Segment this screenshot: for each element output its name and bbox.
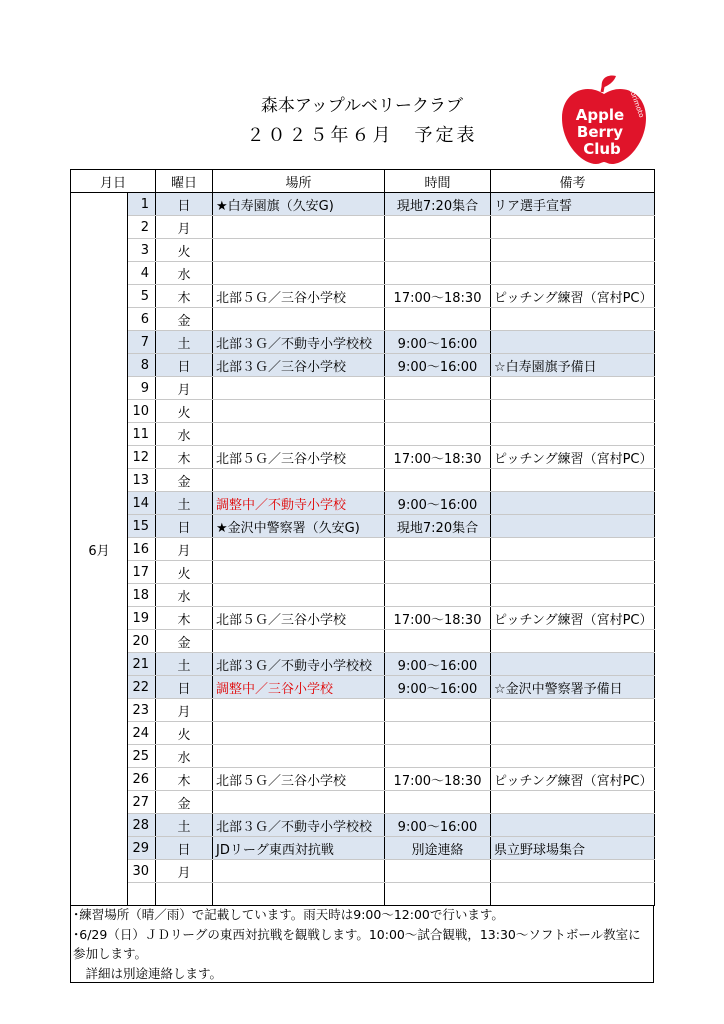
note-cell: ピッチング練習（宮村PC） <box>491 607 655 630</box>
note-cell <box>491 814 655 837</box>
place-cell: 北部５Ｇ／三谷小学校 <box>213 607 385 630</box>
table-row <box>71 423 655 446</box>
header-weekday: 曜日 <box>156 170 213 193</box>
place-cell <box>213 308 385 331</box>
table-row <box>71 285 655 308</box>
logo-line2: Berry <box>576 123 624 141</box>
day-cell: 6 <box>128 308 156 331</box>
place-cell <box>213 584 385 607</box>
day-cell: 20 <box>128 630 156 653</box>
schedule-table <box>70 169 655 906</box>
place-cell <box>213 860 385 883</box>
day-cell: 14 <box>128 492 156 515</box>
table-row <box>71 308 655 331</box>
place-cell <box>213 377 385 400</box>
weekday-cell: 日 <box>156 676 213 699</box>
day-cell: 18 <box>128 584 156 607</box>
note-cell <box>491 722 655 745</box>
note-cell <box>491 883 655 906</box>
table-row <box>71 584 655 607</box>
time-cell <box>385 791 491 814</box>
day-cell: 3 <box>128 239 156 262</box>
time-cell: 別途連絡 <box>385 837 491 860</box>
day-cell: 12 <box>128 446 156 469</box>
weekday-cell: 土 <box>156 331 213 354</box>
table-row <box>71 699 655 722</box>
note-cell: ピッチング練習（宮村PC） <box>491 768 655 791</box>
weekday-cell: 月 <box>156 699 213 722</box>
place-cell <box>213 400 385 423</box>
table-row <box>71 837 655 860</box>
notes-box <box>70 905 654 983</box>
note-cell <box>491 262 655 285</box>
weekday-cell: 月 <box>156 377 213 400</box>
weekday-cell: 水 <box>156 584 213 607</box>
place-cell <box>213 561 385 584</box>
table-row <box>71 193 655 216</box>
note-cell <box>491 745 655 768</box>
header-notes: 備考 <box>491 170 655 193</box>
header-time: 時間 <box>385 170 491 193</box>
table-row <box>71 883 655 906</box>
time-cell: 9:00～16:00 <box>385 492 491 515</box>
time-cell: 9:00～16:00 <box>385 814 491 837</box>
table-row <box>71 377 655 400</box>
time-cell <box>385 469 491 492</box>
table-row <box>71 515 655 538</box>
day-cell: 11 <box>128 423 156 446</box>
day-cell: 17 <box>128 561 156 584</box>
day-cell: 1 <box>128 193 156 216</box>
apple-stem-icon <box>602 82 604 92</box>
weekday-cell: 水 <box>156 262 213 285</box>
note-cell <box>491 630 655 653</box>
day-cell: 27 <box>128 791 156 814</box>
day-cell: 2 <box>128 216 156 239</box>
time-cell <box>385 883 491 906</box>
note-line: ･6/29（日）ＪＤリーグの東西対抗戦を観戦します。10:00～試合観戦，13:30～ソフトボール教室に参加します。 <box>73 926 641 961</box>
day-cell: 21 <box>128 653 156 676</box>
time-cell: 現地7:20集合 <box>385 515 491 538</box>
day-cell <box>128 883 156 906</box>
weekday-cell: 木 <box>156 446 213 469</box>
time-cell <box>385 423 491 446</box>
note-cell <box>491 515 655 538</box>
note-cell: リア選手宣誓 <box>491 193 655 216</box>
weekday-cell: 火 <box>156 400 213 423</box>
note-cell <box>491 860 655 883</box>
note-cell <box>491 308 655 331</box>
time-cell: 17:00～18:30 <box>385 768 491 791</box>
table-row <box>71 239 655 262</box>
place-cell <box>213 699 385 722</box>
weekday-cell: 日 <box>156 837 213 860</box>
day-cell: 28 <box>128 814 156 837</box>
table-row <box>71 354 655 377</box>
day-cell: 29 <box>128 837 156 860</box>
day-cell: 10 <box>128 400 156 423</box>
note-cell <box>491 561 655 584</box>
place-cell <box>213 791 385 814</box>
weekday-cell: 火 <box>156 239 213 262</box>
apple-berry-club-logo <box>556 72 652 168</box>
time-cell: 9:00～16:00 <box>385 331 491 354</box>
weekday-cell: 水 <box>156 423 213 446</box>
note-cell <box>491 538 655 561</box>
schedule-title: ２０２５年６月 予定表 <box>246 125 478 146</box>
logo-line3: Club <box>583 140 621 158</box>
time-cell <box>385 239 491 262</box>
place-cell <box>213 883 385 906</box>
schedule-body <box>71 193 655 906</box>
place-cell: ★金沢中警察署（久安G) <box>213 515 385 538</box>
weekday-cell: 月 <box>156 216 213 239</box>
table-row <box>71 768 655 791</box>
table-row <box>71 331 655 354</box>
place-cell <box>213 469 385 492</box>
note-cell <box>491 492 655 515</box>
time-cell: 現地7:20集合 <box>385 193 491 216</box>
time-cell <box>385 584 491 607</box>
weekday-cell <box>156 883 213 906</box>
table-row <box>71 262 655 285</box>
time-cell <box>385 561 491 584</box>
place-cell: 北部３Ｇ／不動寺小学校校 <box>213 653 385 676</box>
day-cell: 4 <box>128 262 156 285</box>
time-cell: 9:00～16:00 <box>385 354 491 377</box>
table-row <box>71 561 655 584</box>
time-cell: 17:00～18:30 <box>385 607 491 630</box>
weekday-cell: 日 <box>156 515 213 538</box>
note-cell <box>491 699 655 722</box>
place-cell: 北部３Ｇ／不動寺小学校校 <box>213 814 385 837</box>
weekday-cell: 木 <box>156 285 213 308</box>
table-row <box>71 630 655 653</box>
day-cell: 13 <box>128 469 156 492</box>
place-cell: 調整中／三谷小学校 <box>213 676 385 699</box>
weekday-cell: 火 <box>156 722 213 745</box>
note-cell <box>491 423 655 446</box>
table-row <box>71 860 655 883</box>
table-row <box>71 446 655 469</box>
weekday-cell: 金 <box>156 630 213 653</box>
note-cell: 県立野球場集合 <box>491 837 655 860</box>
weekday-cell: 月 <box>156 538 213 561</box>
weekday-cell: 土 <box>156 814 213 837</box>
day-cell: 22 <box>128 676 156 699</box>
time-cell <box>385 400 491 423</box>
note-cell <box>491 377 655 400</box>
header-date: 月日 <box>71 170 156 193</box>
table-row <box>71 607 655 630</box>
time-cell <box>385 377 491 400</box>
place-cell: 調整中／不動寺小学校 <box>213 492 385 515</box>
weekday-cell: 日 <box>156 193 213 216</box>
table-row <box>71 469 655 492</box>
day-cell: 19 <box>128 607 156 630</box>
weekday-cell: 土 <box>156 492 213 515</box>
weekday-cell: 月 <box>156 860 213 883</box>
time-cell <box>385 860 491 883</box>
weekday-cell: 金 <box>156 308 213 331</box>
day-cell: 25 <box>128 745 156 768</box>
place-cell <box>213 538 385 561</box>
table-row <box>71 722 655 745</box>
day-cell: 5 <box>128 285 156 308</box>
day-cell: 16 <box>128 538 156 561</box>
time-cell <box>385 308 491 331</box>
note-cell <box>491 331 655 354</box>
header-place: 場所 <box>213 170 385 193</box>
note-line: 詳細は別途連絡します。 <box>73 965 223 981</box>
logo-line1: Apple <box>575 106 625 124</box>
place-cell: 北部５Ｇ／三谷小学校 <box>213 768 385 791</box>
note-cell <box>491 239 655 262</box>
place-cell <box>213 722 385 745</box>
day-cell: 23 <box>128 699 156 722</box>
day-cell: 8 <box>128 354 156 377</box>
place-cell <box>213 745 385 768</box>
note-cell: ☆金沢中警察署予備日 <box>491 676 655 699</box>
weekday-cell: 木 <box>156 768 213 791</box>
time-cell <box>385 630 491 653</box>
table-row <box>71 676 655 699</box>
table-row <box>71 745 655 768</box>
weekday-cell: 木 <box>156 607 213 630</box>
note-cell <box>491 584 655 607</box>
table-row <box>71 814 655 837</box>
place-cell <box>213 239 385 262</box>
time-cell: 9:00～16:00 <box>385 676 491 699</box>
weekday-cell: 火 <box>156 561 213 584</box>
note-cell <box>491 400 655 423</box>
place-cell: 北部５Ｇ／三谷小学校 <box>213 285 385 308</box>
day-cell: 26 <box>128 768 156 791</box>
day-cell: 7 <box>128 331 156 354</box>
time-cell <box>385 216 491 239</box>
time-cell <box>385 538 491 561</box>
table-row <box>71 791 655 814</box>
place-cell: 北部５Ｇ／三谷小学校 <box>213 446 385 469</box>
place-cell: ★白寿園旗（久安G) <box>213 193 385 216</box>
place-cell: 北部３Ｇ／三谷小学校 <box>213 354 385 377</box>
note-line: ･練習場所（晴／雨）で記載しています。雨天時は9:00～12:00で行います。 <box>73 907 504 922</box>
note-cell <box>491 469 655 492</box>
note-cell <box>491 791 655 814</box>
note-cell: ピッチング練習（宮村PC） <box>491 285 655 308</box>
weekday-cell: 金 <box>156 791 213 814</box>
place-cell: 北部３Ｇ／不動寺小学校校 <box>213 331 385 354</box>
day-cell: 9 <box>128 377 156 400</box>
weekday-cell: 金 <box>156 469 213 492</box>
place-cell <box>213 630 385 653</box>
club-name: 森本アップルベリークラブ <box>260 96 464 116</box>
place-cell <box>213 423 385 446</box>
table-row <box>71 653 655 676</box>
logo-arc-text: morimoto <box>626 83 646 119</box>
table-row <box>71 538 655 561</box>
note-cell <box>491 653 655 676</box>
weekday-cell: 日 <box>156 354 213 377</box>
day-cell: 15 <box>128 515 156 538</box>
time-cell <box>385 745 491 768</box>
place-cell: JDリーグ東西対抗戦 <box>213 837 385 860</box>
place-cell <box>213 216 385 239</box>
note-cell <box>491 216 655 239</box>
weekday-cell: 水 <box>156 745 213 768</box>
place-cell <box>213 262 385 285</box>
note-cell: ☆白寿園旗予備日 <box>491 354 655 377</box>
time-cell <box>385 722 491 745</box>
day-cell: 24 <box>128 722 156 745</box>
time-cell: 17:00～18:30 <box>385 446 491 469</box>
weekday-cell: 土 <box>156 653 213 676</box>
table-row <box>71 492 655 515</box>
time-cell: 9:00～16:00 <box>385 653 491 676</box>
day-cell: 30 <box>128 860 156 883</box>
table-header-row <box>71 170 655 193</box>
time-cell <box>385 262 491 285</box>
time-cell: 17:00～18:30 <box>385 285 491 308</box>
table-row <box>71 216 655 239</box>
note-cell: ピッチング練習（宮村PC） <box>491 446 655 469</box>
month-cell: 6月 <box>71 193 128 906</box>
table-row <box>71 400 655 423</box>
time-cell <box>385 699 491 722</box>
